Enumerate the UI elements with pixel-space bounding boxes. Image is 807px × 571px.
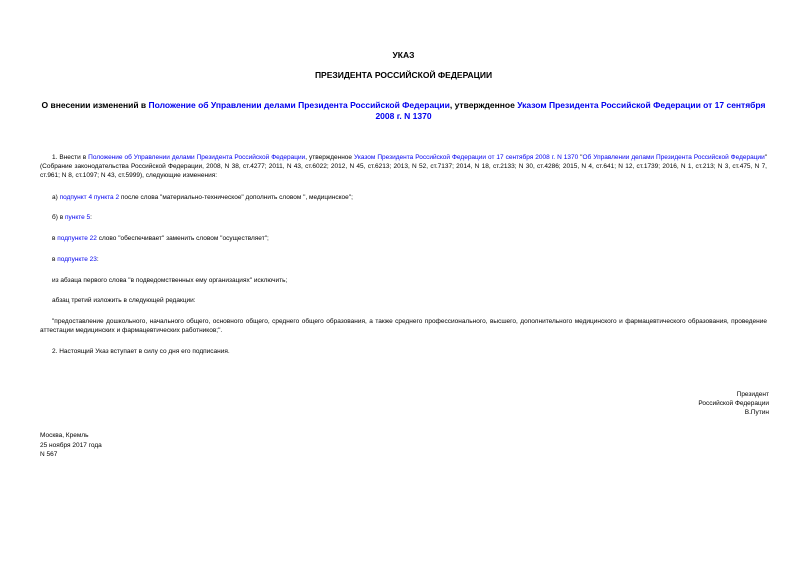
place-date: 25 ноября 2017 года <box>40 441 102 449</box>
paragraph-3 <box>40 213 767 222</box>
p1-text-3: " <box>578 154 583 161</box>
p3-link-point-5[interactable]: пункте 5 <box>64 214 91 221</box>
paragraph-8: "предоставление дошкольного, начального общего, основного общего, среднего общего образования, а также среднего профессионального, высшего, дополнительного медицинского и фармацевтического образования, проведение аттестации медицинских и фармацевтических работников;". <box>40 318 767 335</box>
p1-text-2: , утвержденное <box>305 154 355 161</box>
paragraph-9: 2. Настоящий Указ вступает в силу со дня его подписания. <box>52 348 230 355</box>
heading-link-regulation[interactable]: Положение об Управлении делами Президента Российской Федерации <box>148 100 450 110</box>
p3-text-2: : <box>90 214 92 221</box>
signature-title: Президент <box>736 391 769 398</box>
place-date-block <box>40 431 102 460</box>
p1-link-regulation[interactable]: Положение об Управлении делами Президента Российской Федерации <box>88 154 306 161</box>
paragraph-7: абзац третий изложить в следующей редакции: <box>52 297 196 304</box>
paragraph-4 <box>40 234 767 243</box>
p1-text-4: " (Собрание законодательства Российской Федерации, 2008, N 38, ст.4277; 2011, N 43, ст.6022; 2012, N 45, ст.6213; 2013, N 52, ст.7137; 2014, N 18, ст.2133; N 30, ст.4286; 2015, N 4, ст.641; N 12, ст.1739; 2016, N 1, ст.213; N 3, ст.475, N 7, ст.961; N 8, ст.1097; N 43, ст.5999), следующие изменения: <box>40 154 768 180</box>
p5-text-2: : <box>96 256 99 263</box>
heading-link-decree[interactable]: Указом Президента Российской Федерации от 17 сентября 2008 г. N 1370 <box>375 100 766 121</box>
p4-link-subpoint-22[interactable]: подпункте 22 <box>57 235 97 242</box>
signature-block <box>698 390 769 418</box>
p4-text-1: в <box>52 235 58 242</box>
signature-country: Российской Федерации <box>698 400 769 408</box>
p1-link-decree[interactable]: Указом Президента Российской Федерации от 17 сентября 2008 г. N 1370 <box>354 154 579 161</box>
p2-link-subpoint-4[interactable]: подпункт 4 пункта 2 <box>59 194 120 201</box>
decree-title: УКАЗ <box>392 50 415 60</box>
p5-text-1: в <box>52 256 58 263</box>
paragraph-5 <box>40 255 767 264</box>
signature-name: В.Путин <box>744 409 769 417</box>
place-number: N 567 <box>40 451 58 458</box>
heading-prefix: О внесении изменений в <box>41 100 149 110</box>
paragraph-6: из абзаца первого слова "в подведомственных ему организациях" исключить; <box>52 277 288 284</box>
p5-link-subpoint-23[interactable]: подпункте 23 <box>57 256 97 263</box>
p1-link-administration[interactable]: Об Управлении делами Президента Российской Федерации <box>582 154 765 161</box>
p2-text-2: после слова "материально-техническое" дополнить словом ", медицинское"; <box>119 194 353 201</box>
place-location: Москва, Кремль <box>40 432 89 439</box>
heading-middle: , утвержденное <box>449 100 518 110</box>
decree-subtitle: ПРЕЗИДЕНТА РОССИЙСКОЙ ФЕДЕРАЦИИ <box>314 70 493 80</box>
paragraph-1 <box>40 153 767 181</box>
p4-text-2: слово "обеспечивает" заменить словом "осуществляет"; <box>96 235 269 242</box>
paragraph-2 <box>40 193 767 202</box>
document-heading <box>40 100 767 122</box>
p1-text-1: 1. Внести в <box>52 154 89 161</box>
p3-text-1: б) в <box>52 214 65 221</box>
p2-text-1: а) <box>52 194 60 201</box>
